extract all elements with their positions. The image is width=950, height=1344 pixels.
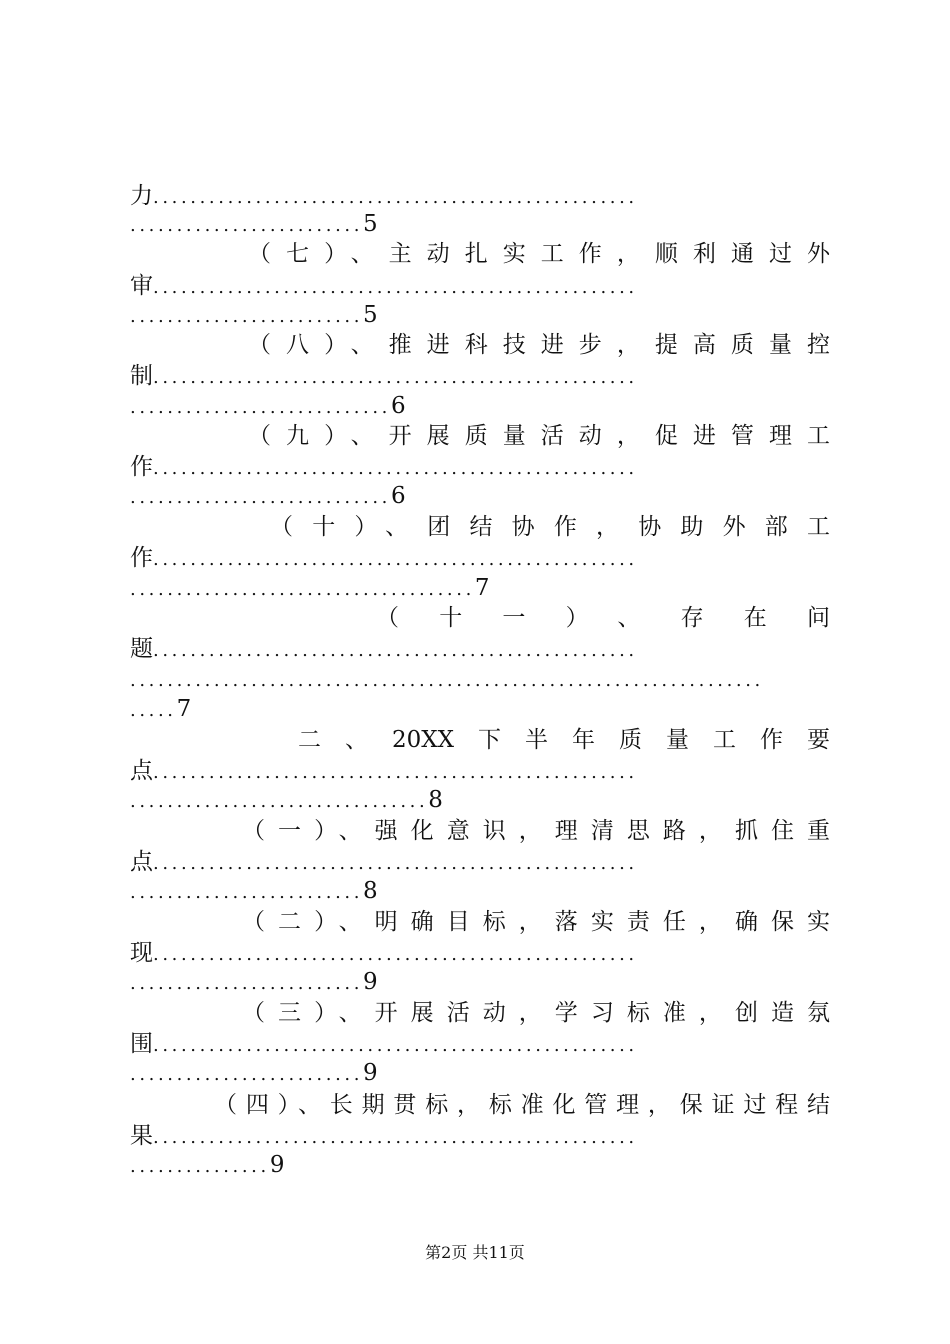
toc-page-number: 8 [428,787,443,813]
leader-dots: .................................................... [153,367,638,388]
toc-page-number: 7 [474,575,490,601]
toc-line: 点.................................................... [130,758,638,784]
toc-line: ................................8 [130,787,443,813]
toc-entry-heading: （八）、推进科技进步，提高质量控 [248,332,830,358]
toc-entry-heading: （七）、主动扎实工作，顺利通过外 [248,241,830,267]
toc-line: 现.................................................... [130,940,638,966]
toc-page-number: 5 [363,211,378,237]
leader-dots: .................................................... [153,853,638,874]
toc-line: .................................................................... [130,670,764,691]
toc-line: .....................................7 [130,575,490,601]
toc-line: 力.................................................... [130,183,638,209]
toc-line: .........................5 [130,302,378,328]
toc-line: 果.................................................... [130,1123,638,1149]
toc-entry-heading: （四）、长期贯标，标准化管理，保证过程结 [214,1092,830,1118]
toc-page-number: 9 [363,1060,378,1086]
toc-line: ............................6 [130,393,406,419]
leader-dots: .................................................... [153,187,638,208]
page-footer: 第2页 共11页 [425,1243,525,1262]
toc-entry-heading: 二、20XX下半年质量工作要 [298,727,830,753]
toc-page-number: 6 [391,393,406,419]
toc-line: .........................9 [130,969,378,995]
toc-line: .....7 [130,696,192,722]
leader-dots: .................................................... [153,1035,638,1056]
toc-line: 作.................................................... [130,545,638,571]
toc-entry-heading: （一）、强化意识，理清思路，抓住重 [242,818,830,844]
leader-dots: .................................................... [153,549,638,570]
toc-line: 作.................................................... [130,454,638,480]
toc-entry-heading: （十）、团结协作，协助外部工 [270,514,830,540]
toc-entry-heading: （二）、明确目标，落实责任，确保实 [242,909,830,935]
toc-line: .........................5 [130,211,378,237]
leader-dots: .................................................... [153,1127,638,1148]
toc-line: 点.................................................... [130,849,638,875]
toc-line: ...............9 [130,1152,285,1178]
toc-entry-heading: （九）、开展质量活动，促进管理工 [248,423,830,449]
toc-page-number: 7 [176,696,192,722]
leader-dots: .................................................... [153,458,638,479]
toc-line: 审.................................................... [130,273,638,299]
toc-entry-heading: （十一）、存在问 [376,605,830,631]
toc-page-number: 8 [363,878,378,904]
toc-line: ............................6 [130,483,406,509]
toc-entry-heading: （三）、开展活动，学习标准，创造氛 [242,1000,830,1026]
toc-page-number: 9 [363,969,378,995]
leader-dots: .................................................... [153,640,638,661]
toc-page-number: 9 [269,1152,285,1178]
toc-page-number: 6 [391,483,406,509]
leader-dots: .................................................... [153,944,638,965]
toc-line: 围.................................................... [130,1031,638,1057]
toc-line: .........................8 [130,878,378,904]
leader-dots: .................................................... [153,277,638,298]
toc-line: .........................9 [130,1060,378,1086]
toc-line: 题.................................................... [130,636,638,662]
toc-page-number: 5 [363,302,378,328]
toc-line: 制.................................................... [130,363,638,389]
leader-dots: .................................................... [153,762,638,783]
